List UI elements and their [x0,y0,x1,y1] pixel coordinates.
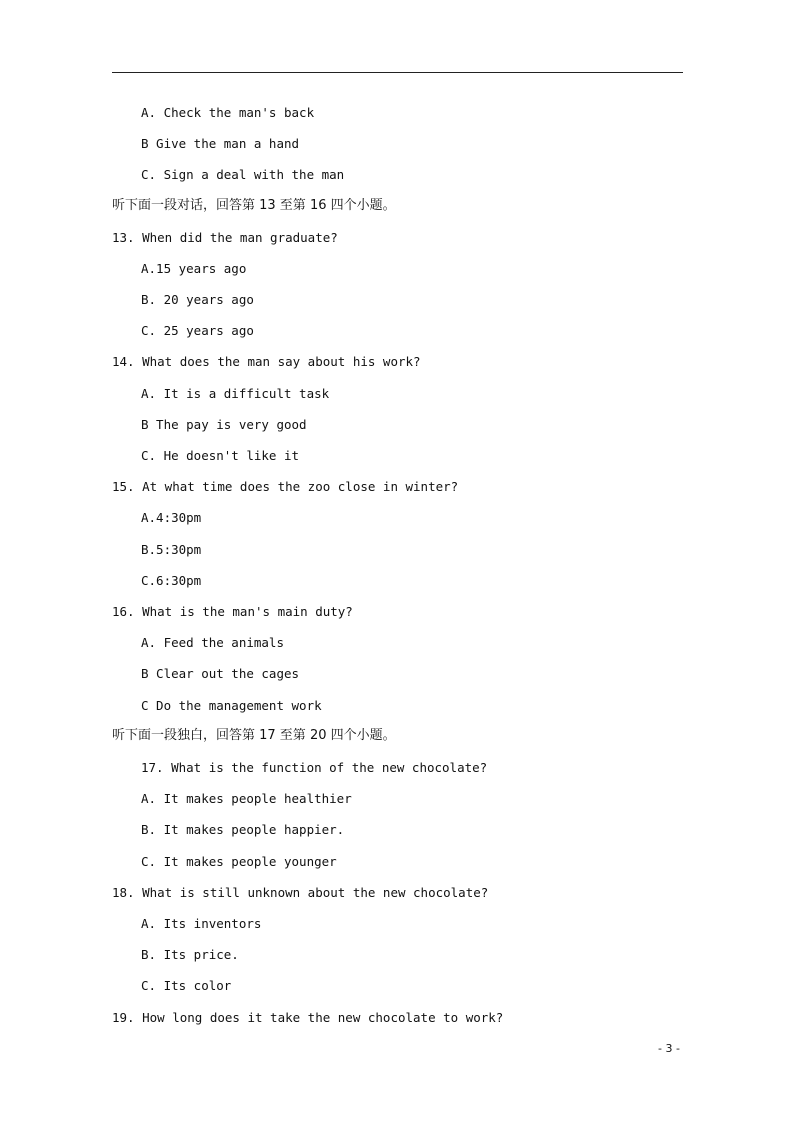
option-a: A. Check the man's back [141,105,315,120]
option-c: C. Its color [141,978,232,993]
option-a: A. Its inventors [141,916,262,931]
question-13: 13. When did the man graduate? [112,230,338,245]
option-b: B.5:30pm [141,542,202,557]
question-15: 15. At what time does the zoo close in winter? [112,479,459,494]
option-a: A. Feed the animals [141,635,284,650]
question-18: 18. What is still unknown about the new chocolate? [112,885,489,900]
option-c: C.6:30pm [141,573,202,588]
question-14: 14. What does the man say about his work? [112,354,421,369]
header-rule [112,72,683,73]
section-heading-monologue: 听下面一段独白，回答第 17 至第 20 四个小题。 [112,728,396,743]
option-b: B Give the man a hand [141,136,300,151]
option-c: C. It makes people younger [141,854,337,869]
option-c: C Do the management work [141,698,322,713]
section-heading-dialogue: 听下面一段对话，回答第 13 至第 16 四个小题。 [112,198,396,213]
option-b: B Clear out the cages [141,666,300,681]
page-number: - 3 - [658,1042,680,1055]
option-a: A.15 years ago [141,261,247,276]
option-a: A. It is a difficult task [141,386,330,401]
option-b: B. Its price. [141,947,239,962]
option-b: B. 20 years ago [141,292,254,307]
option-c: C. 25 years ago [141,323,254,338]
option-b: B. It makes people happier. [141,822,345,837]
option-a: A. It makes people healthier [141,791,352,806]
option-b: B The pay is very good [141,417,307,432]
option-c: C. He doesn't like it [141,448,300,463]
question-17: 17. What is the function of the new chocolate? [141,760,488,775]
option-c: C. Sign a deal with the man [141,167,345,182]
question-16: 16. What is the man's main duty? [112,604,353,619]
question-19: 19. How long does it take the new chocolate to work? [112,1010,504,1025]
option-a: A.4:30pm [141,510,202,525]
